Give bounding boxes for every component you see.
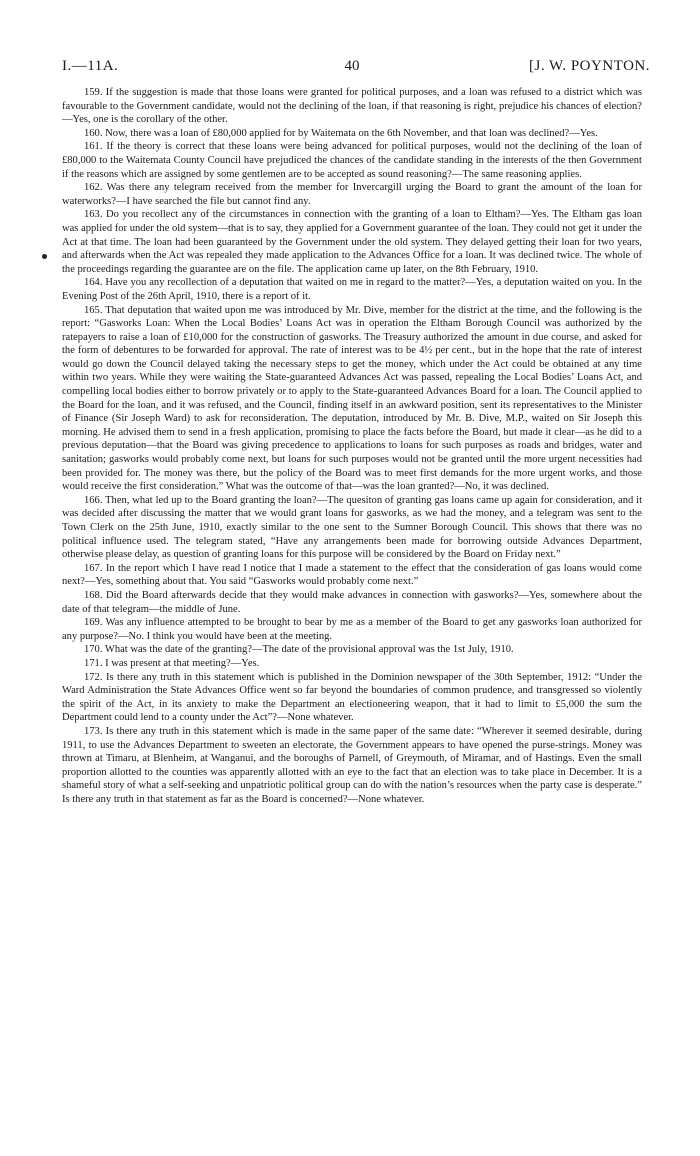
margin-dot xyxy=(42,254,47,259)
witness-name: [J. W. POYNTON. xyxy=(529,58,650,74)
paragraph-162: 162. Was there any telegram received from the member for Invercargill urging the Board to grant the amount of the loan for waterworks?—I have searched the file but cannot find any. xyxy=(62,182,642,207)
paragraph-163: 163. Do you recollect any of the circumstances in connection with the granting of a loan to Eltham?—Yes. The Eltham gas loan was applied for under the old system—that is to say, they applied for a Government guarantee of the loan. They could not get it under the Act at that time. The loan had been guaranteed by the Government under the old system. They delayed getting their loan for two years, and afterwards when the Act was repealed they made application to the Advances Office for a loan. It was declined twice. The whole of the proceedings regarding the guarantee are on the file. The application came up later, on the 8th February, 1910. xyxy=(62,209,642,275)
paragraph-166: 166. Then, what led up to the Board granting the loan?—The quesiton of granting gas loans came up again for consideration, and it was decided after discussing the matter that we would grant loans for gasworks, as we had the money, and a telegram was sent to the Town Clerk on the 25th June, 1910, exactly similar to the one sent to the Sumner Borough Council. This shows that there was no political influence used. The telegram stated, “Have any arrangements been made for borrowing outside Advances Department, otherwise please delay, as question of granting loans for this purpose will be considered by the Board on Friday next.” xyxy=(62,494,642,561)
paragraph-167: 167. In the report which I have read I notice that I made a statement to the effect that the consideration of gas loans would come next?—Yes, something about that. You said “Gasworks would probably come next.” xyxy=(62,562,642,588)
paragraph-172: 172. Is there any truth in this statement which is published in the Dominion newspaper of the 30th September, 1912: “Under the Ward Administration the State Advances Office went so far beyond the boundaries of common prudence, and transgressed so violently the spirit of the Act, in its anxiety to make the Department an electioneering weapon, that it had to limit to £5,000 the sum the Department could lend to a county under the Act”?—None whatever. xyxy=(62,671,642,724)
paragraph-165: 165. That deputation that waited upon me was introduced by Mr. Dive, member for the district at the time, and the following is the report: “Gasworks Loan: When the Local Bodies’ Loans Act was in operation the Eltham Borough Council was authorized by the ratepayers to raise a loan of £10,000 for the construction of gasworks. The Treasury authorized the amount in due course, and asked for the form of debentures to be forwarded for approval. The rate of interest was to be 4½ per cent., but in the hope that the rate of interest would go down the Council delayed taking the necessary steps to get the money, which under the Act could be obtained at any time within two years. While they were waiting the State-guaranteed Advances Act was passed, repealing the Local Bodies’ Loans Act, and compelling local bodies either to borrow privately or to apply to the State-guaranteed Advances Board for a loan. The Council applied to the Board for the loan, and it was refused, and the Council, finding itself in an awkward position, sent its representatives to the Minister of Finance (Sir Joseph Ward) to ask for reconsideration. The deputation, introduced by Mr. B. Dive, M.P., waited on Sir Joseph this morning. He advised them to send in a fresh application, promising to place the facts before the Board, but made it clear—as he did to a previous deputation—that the Board was giving precedence to applications to loans for such purposes as roads and bridges, water and sanitation; gasworks would probably come next, but loans for such purposes would not be granted until the more urgent necessities had been provided for. The money was there, but the policy of the Board was to meet first demands for the more urgent works, and those would receive the first consideration.” What was the outcome of that—was the loan granted?—No, it was declined. xyxy=(62,304,642,493)
paragraph-161: 161. If the theory is correct that these loans were being advanced for political purposes, would not the declining of the loan of £80,000 to the Waitemata County Council have prejudiced the chances of the candidate standing in the interests of the then Government if the reasons which are assigned by some gentlemen are to be accepted as sound reasoning?—The same reasoning applies. xyxy=(62,141,642,180)
paragraph-160: 160. Now, there was a loan of £80,000 applied for by Waitemata on the 6th November, and that loan was declined?—Yes. xyxy=(84,127,598,139)
paragraph-164: 164. Have you any recollection of a deputation that waited on me in regard to the matter?—Yes, a deputation waited on you. In the Evening Post of the 26th April, 1910, there is a report of it. xyxy=(62,277,642,302)
page-number: 40 xyxy=(344,58,360,74)
paragraph-173: 173. Is there any truth in this statement which is made in the same paper of the same date: “Wherever it seemed desirable, during 1911, to use the Advances Department to sweeten an electorate, the Government appears to have opened the purse-strings. Money was thrown at Timaru, at Blenheim, at Wanganui, and the boroughs of Parnell, of Greymouth, of Miramar, and of Hastings. Even the small proportion allotted to the counties was apparently allotted with an eye to the fact that an election was to take place in December. It is a shameful story of what a self-seeking and unpatriotic political group can do with the nation’s resources when the party case is desperate.” Is there any truth in that statement as far as the Board is concerned?—None whatever. xyxy=(62,725,642,805)
paragraph-171: 171. I was present at that meeting?—Yes. xyxy=(84,657,260,669)
page-body xyxy=(62,86,642,806)
paper-reference: I.—11A. xyxy=(62,58,119,74)
paragraph-159: 159. If the suggestion is made that those loans were granted for political purposes, and a loan was refused to a district which was favourable to the Government candidate, would not the declining of the loan, if that reasoning is right, prejudice his chances of election?—Yes, one is the corollary of the other. xyxy=(62,87,642,126)
paragraph-170: 170. What was the date of the granting?—The date of the provisional approval was the 1st July, 1910. xyxy=(84,644,514,656)
paragraph-169: 169. Was any influence attempted to be brought to bear by me as a member of the Board to get any gasworks loan authorized for any purpose?—No. I think you would have been at the meeting. xyxy=(62,617,642,642)
page-header xyxy=(62,58,650,78)
paragraph-168: 168. Did the Board afterwards decide that they would make advances in connection with gasworks?—Yes, somewhere about the date of that telegram—the middle of June. xyxy=(62,589,642,615)
